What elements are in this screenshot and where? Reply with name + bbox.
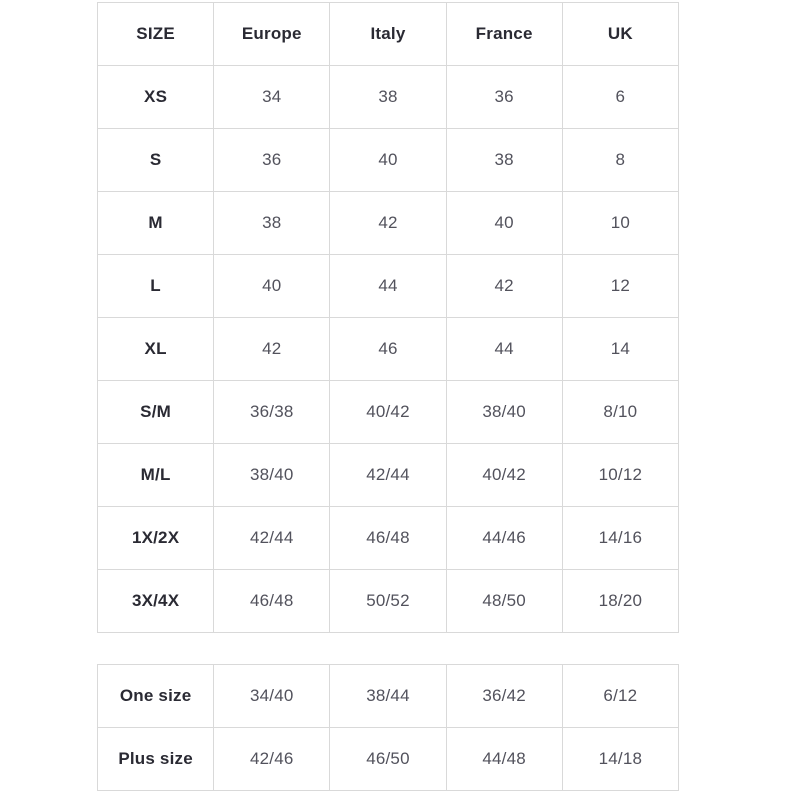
table-row-l	[98, 255, 679, 318]
column-header-uk: UK	[562, 3, 678, 66]
column-header-italy: Italy	[330, 3, 446, 66]
size-conversion-table	[97, 2, 679, 633]
table-row-m	[98, 192, 679, 255]
column-header-size: SIZE	[98, 3, 214, 66]
table-cell: 42	[446, 255, 562, 318]
table-row-xs	[98, 66, 679, 129]
table-cell: 6	[562, 66, 678, 129]
row-label: 3X/4X	[98, 570, 214, 633]
table-cell: 38	[214, 192, 330, 255]
table-cell: 44	[330, 255, 446, 318]
table-cell: 38	[446, 129, 562, 192]
table-cell: 50/52	[330, 570, 446, 633]
row-label: 1X/2X	[98, 507, 214, 570]
table-cell: 36/38	[214, 381, 330, 444]
table-cell: 42/46	[214, 728, 330, 791]
table-cell: 42/44	[330, 444, 446, 507]
table-row-ml	[98, 444, 679, 507]
row-label: S	[98, 129, 214, 192]
table-cell: 14/18	[562, 728, 678, 791]
table-cell: 40/42	[446, 444, 562, 507]
table-cell: 38/40	[214, 444, 330, 507]
table-cell: 46/48	[214, 570, 330, 633]
row-label: Plus size	[98, 728, 214, 791]
table-cell: 40	[330, 129, 446, 192]
table-cell: 44/46	[446, 507, 562, 570]
table-row-1x2x	[98, 507, 679, 570]
row-label: XL	[98, 318, 214, 381]
table-cell: 10/12	[562, 444, 678, 507]
table-cell: 14/16	[562, 507, 678, 570]
row-label: M	[98, 192, 214, 255]
table-row-one-size	[98, 665, 679, 728]
table-cell: 44/48	[446, 728, 562, 791]
table-cell: 46/50	[330, 728, 446, 791]
table-cell: 18/20	[562, 570, 678, 633]
table-cell: 46/48	[330, 507, 446, 570]
table-cell: 8/10	[562, 381, 678, 444]
table-cell: 48/50	[446, 570, 562, 633]
table-cell: 40	[446, 192, 562, 255]
table-row-plus-size	[98, 728, 679, 791]
table-cell: 36	[214, 129, 330, 192]
header-row	[98, 3, 679, 66]
row-label: One size	[98, 665, 214, 728]
table-cell: 40/42	[330, 381, 446, 444]
table-cell: 38/40	[446, 381, 562, 444]
table-cell: 46	[330, 318, 446, 381]
table-cell: 36	[446, 66, 562, 129]
table-cell: 42	[330, 192, 446, 255]
special-sizes-table	[97, 664, 679, 791]
table-cell: 10	[562, 192, 678, 255]
table-cell: 38	[330, 66, 446, 129]
table-row-3x4x	[98, 570, 679, 633]
table-cell: 40	[214, 255, 330, 318]
table-cell: 12	[562, 255, 678, 318]
row-label: XS	[98, 66, 214, 129]
row-label: L	[98, 255, 214, 318]
table-cell: 34	[214, 66, 330, 129]
table-cell: 14	[562, 318, 678, 381]
table-row-s	[98, 129, 679, 192]
table-cell: 42	[214, 318, 330, 381]
table-cell: 42/44	[214, 507, 330, 570]
table-cell: 8	[562, 129, 678, 192]
row-label: S/M	[98, 381, 214, 444]
table-cell: 44	[446, 318, 562, 381]
table-row-sm	[98, 381, 679, 444]
table-cell: 6/12	[562, 665, 678, 728]
table-row-xl	[98, 318, 679, 381]
table-cell: 38/44	[330, 665, 446, 728]
column-header-europe: Europe	[214, 3, 330, 66]
row-label: M/L	[98, 444, 214, 507]
column-header-france: France	[446, 3, 562, 66]
table-cell: 34/40	[214, 665, 330, 728]
table-cell: 36/42	[446, 665, 562, 728]
size-guide	[97, 2, 679, 791]
